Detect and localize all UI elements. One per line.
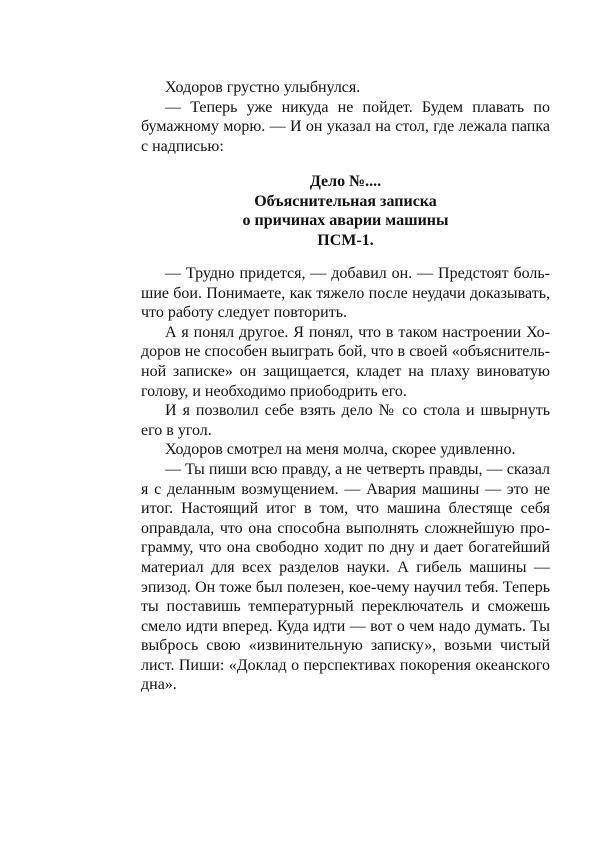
heading-line: ПСМ-1. (317, 231, 374, 249)
paragraph: Ходоров смотрел на меня молча, скорее удивленно. (165, 441, 516, 459)
paragraph: Ходоров грустно улыбнулся. (165, 79, 361, 96)
intro-section (141, 78, 550, 156)
paragraph: — Ты пиши всю правду, а не четверть правды, — сказал я с деланным возмущением. — Авария машины — это не итог. Настоящий итог в том, что машина блестяще себя оправдала, что она способна выполнять сложнейшую программу, что она свободно ходит по дну и дает богатейший материал для всех разделов науки. А гибель машины — эпизод. Он тоже был полезен, кое-чему научил тебя. Теперь ты поставишь температурный переключатель и сможешь смело идти вперед. Куда идти — вот о чем надо думать. Ты выбрось свою «извинительную записку», возьми чистый лист. Пиши: «Доклад о перспективах покорения океанского дна». (141, 460, 550, 694)
body-section (141, 264, 550, 695)
paragraph: И я позволил себе взять дело № со стола и швырнуть его в угол. (141, 402, 550, 439)
paragraph: — Трудно придется, — добавил он. — Предстоят большие бои. Понимаете, как тяжело после неудачи доказывать, что работу следует повторить. (141, 265, 550, 322)
heading-line: Дело №.... (309, 173, 382, 190)
paragraph: А я понял другое. Я понял, что в таком настроении Ходоров не способен выиграть бой, что в своей «объяснительной записке» он защищается, кладет на плаху виноватую голову, и необходимо приободрить его. (141, 323, 550, 400)
case-heading (141, 172, 550, 250)
heading-line: о причинах аварии машины (242, 212, 449, 230)
paragraph: — Теперь уже никуда не пойдет. Будем плавать по бумажному морю. — И он указал на стол, где лежала папка с надписью: (141, 98, 550, 155)
heading-line: Объяснительная записка (254, 192, 437, 210)
